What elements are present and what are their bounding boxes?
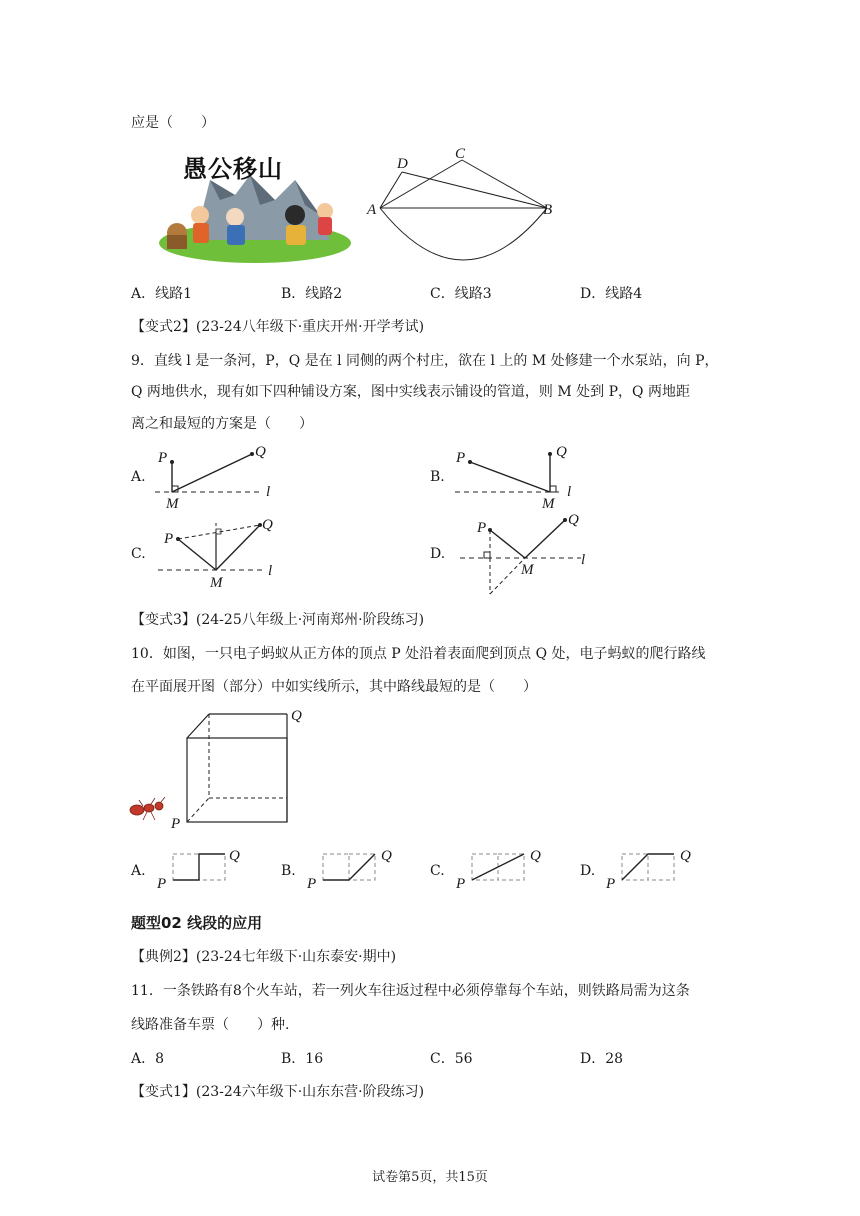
q9c-label-q: Q — [262, 517, 273, 533]
q10-option-b[interactable]: B. — [281, 863, 296, 879]
page-footer: 试卷第5页，共15页 — [372, 1170, 488, 1185]
q9-option-c[interactable]: C. — [131, 546, 146, 562]
question-continuation: 应是（ ） — [131, 115, 215, 131]
q10-line1: 10．如图，一只电子蚂蚁从正方体的顶点 P 处沿着表面爬到顶点 Q 处，电子蚂蚁的爬行路线 — [131, 646, 706, 662]
cube-diagram — [125, 700, 315, 830]
variant3-header: 【变式3】(24-25八年级上·河南郑州·阶段练习) — [131, 612, 425, 628]
point-label-a: A — [367, 202, 377, 218]
route-diagram — [365, 142, 570, 272]
section-title: 题型02 线段的应用 — [131, 914, 263, 932]
q10-diagram-a — [155, 846, 250, 890]
q11-option-b[interactable]: B．16 — [281, 1051, 324, 1067]
q10-diagram-c — [454, 846, 554, 890]
q9-line3: 离之和最短的方案是（ ） — [131, 416, 313, 432]
q10-option-d[interactable]: D. — [580, 863, 596, 879]
q9b-label-p: P — [456, 450, 466, 466]
q8-option-a[interactable]: A．线路1 — [131, 286, 193, 302]
q9a-label-m: M — [166, 496, 179, 512]
q9-diagram-d — [455, 512, 590, 596]
q10b-label-q: Q — [381, 848, 392, 864]
q11-option-c[interactable]: C．56 — [430, 1051, 473, 1067]
q11-option-a[interactable]: A．8 — [131, 1051, 165, 1067]
q8-option-d[interactable]: D．线路4 — [580, 286, 643, 302]
q9d-label-p: P — [477, 520, 487, 536]
point-label-d: D — [397, 156, 408, 172]
q9c-label-m: M — [210, 575, 223, 591]
q9-diagram-a — [150, 440, 280, 512]
q11-option-d[interactable]: D．28 — [580, 1051, 624, 1067]
q10a-label-p: P — [157, 876, 167, 890]
q10-diagram-d — [604, 846, 704, 890]
example2-header: 【典例2】(23-24七年级下·山东泰安·期中) — [131, 949, 397, 965]
cube-label-p: P — [171, 816, 181, 830]
q10-option-a[interactable]: A. — [131, 863, 146, 879]
q9b-label-q: Q — [556, 444, 567, 460]
q11-line2: 线路准备车票（ ）种. — [131, 1017, 290, 1033]
q9-line2: Q 两地供水，现有如下四种铺设方案，图中实线表示铺设的管道，则 M 处到 P，Q 两地距 — [131, 384, 690, 400]
q9-option-b[interactable]: B. — [430, 469, 445, 485]
ant-icon — [130, 797, 165, 820]
q9-line1: 9．直线 l 是一条河，P，Q 是在 l 同侧的两个村庄，欲在 l 上的 M 处修建一个水泵站，向 P， — [131, 353, 719, 369]
point-label-c: C — [455, 146, 466, 162]
q9-option-d[interactable]: D. — [430, 546, 446, 562]
q9d-label-m: M — [521, 562, 534, 578]
q10b-label-p: P — [307, 876, 317, 890]
illustration-title: 愚公移山 — [183, 155, 283, 183]
variant1-header: 【变式1】(23-24六年级下·山东东营·阶段练习) — [131, 1084, 425, 1100]
q9a-label-q: Q — [255, 444, 266, 460]
q9-diagram-b — [450, 440, 585, 512]
q10a-label-q: Q — [229, 848, 240, 864]
q10-option-c[interactable]: C. — [430, 863, 445, 879]
point-label-b: B — [543, 202, 553, 218]
q8-option-c[interactable]: C．线路3 — [430, 286, 492, 302]
q10c-label-q: Q — [530, 848, 541, 864]
variant2-header: 【变式2】(23-24八年级下·重庆开州·开学考试) — [131, 319, 425, 335]
q10d-label-p: P — [606, 876, 616, 890]
q10-diagram-b — [305, 846, 405, 890]
q9d-label-q: Q — [568, 512, 579, 528]
q9-option-a[interactable]: A. — [131, 469, 146, 485]
q10c-label-p: P — [456, 876, 466, 890]
q9b-label-l: l — [567, 484, 572, 500]
yugong-illustration — [155, 145, 355, 263]
q9-diagram-c — [150, 515, 280, 593]
q11-line1: 11．一条铁路有8个火车站，若一列火车往返过程中必须停靠每个车站，则铁路局需为这条 — [131, 983, 690, 999]
q10d-label-q: Q — [680, 848, 691, 864]
q9d-label-l: l — [581, 552, 586, 568]
q9a-label-l: l — [266, 484, 271, 500]
q9a-label-p: P — [158, 450, 168, 466]
q8-option-b[interactable]: B．线路2 — [281, 286, 343, 302]
q9b-label-m: M — [542, 496, 555, 512]
cube-label-q: Q — [291, 708, 302, 724]
q9c-label-l: l — [268, 563, 273, 579]
q10-line2: 在平面展开图（部分）中如实线所示，其中路线最短的是（ ） — [131, 679, 537, 695]
q9c-label-p: P — [164, 531, 174, 547]
